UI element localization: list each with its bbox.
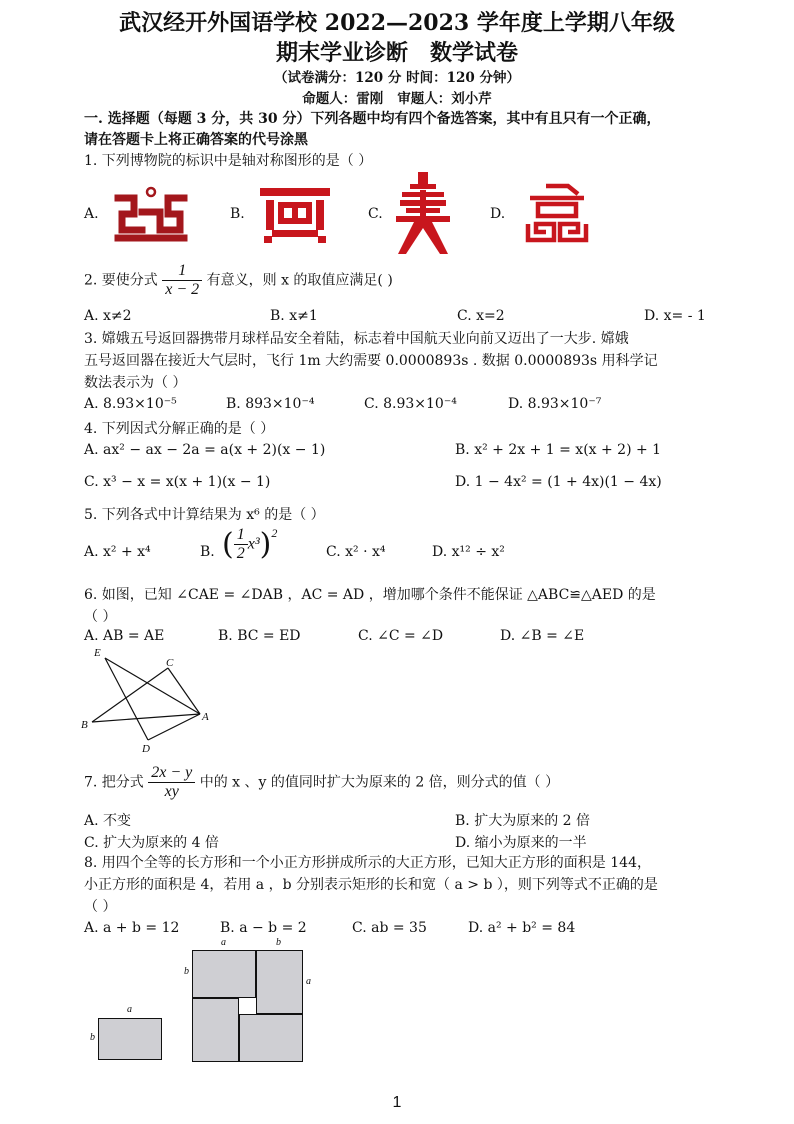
q7-fraction xyxy=(148,764,195,801)
setter: 命题人：雷刚 xyxy=(302,91,384,107)
q6-line1: 6. 如图，已知 ∠CAE = ∠DAB ，AC = AD ，增加哪个条件不能保证 △ABC≌△AED 的是 xyxy=(84,587,656,603)
q7-stem-pre: 7. 把分式 xyxy=(84,774,144,791)
q6-option-a: A. AB = AE xyxy=(84,628,165,644)
author-info xyxy=(0,87,794,107)
q8-option-c: C. ab = 35 xyxy=(352,920,427,936)
reviewer: 审题人：刘小芹 xyxy=(397,91,492,107)
q3-line2: 五号返回器在接近大气层时，飞行 1m 大约需要 0.0000893s . 数据 0.0000893s 用科学记 xyxy=(84,353,658,369)
q7-frac-num: 2x − y xyxy=(148,764,195,783)
q8-big-label-a2: a xyxy=(306,976,311,987)
section-heading-line2: 请在答题卡上将正确答案的代号涂黑 xyxy=(84,132,308,148)
q7-option-d: D. 缩小为原来的一半 xyxy=(455,835,587,851)
q2-stem-pre: 2. 要使分式 xyxy=(84,272,158,289)
q8-rect-bottom-right xyxy=(239,1014,303,1062)
q5-option-b-expr: ( $\frac{1}{2}$ x³)$^2$ xyxy=(222,526,278,562)
q1-label-c: C. xyxy=(368,206,383,222)
q5-b-base: x³ xyxy=(247,535,260,553)
q3-line3: 数法表示为（ ） xyxy=(84,375,187,391)
exam-title-line1: 武汉经开外国语学校 2022—2023 学年度上学期八年级 xyxy=(119,10,675,36)
q5-b-frac-num: 1 xyxy=(234,526,248,545)
q6-triangle-figure xyxy=(80,644,220,756)
q3-option-b: B. 893×10⁻⁴ xyxy=(226,396,315,412)
q2-frac-num: 1 xyxy=(162,262,202,281)
q1-stem: 1. 下列博物院的标识中是轴对称图形的是（ ） xyxy=(84,153,373,169)
q7-stem xyxy=(84,764,559,801)
q5-option-d: D. x¹² ÷ x² xyxy=(432,544,505,560)
fig6-label-e: E xyxy=(94,647,101,659)
q1-label-a: A. xyxy=(84,206,99,222)
q7-stem-post: 中的 x 、y 的值同时扩大为原来的 2 倍，则分式的值（ ） xyxy=(199,774,560,791)
fig6-label-d: D xyxy=(142,743,150,755)
q1-label-d: D. xyxy=(490,206,506,222)
q8-small-label-b: b xyxy=(90,1032,95,1043)
q3-line1: 3. 嫦娥五号返回器携带月球样品安全着陆，标志着中国航天业向前又迈出了一大步. 嫦娥 xyxy=(84,331,629,347)
q2-option-d: D. x= - 1 xyxy=(644,308,706,324)
q2-option-b: B. x≠1 xyxy=(270,308,318,324)
q6-line2: （ ） xyxy=(84,609,117,625)
q7-option-b: B. 扩大为原来的 2 倍 xyxy=(455,813,590,829)
museum-logo-c xyxy=(392,170,454,256)
q8-rect-top-right xyxy=(256,950,303,1014)
q2-stem xyxy=(84,262,393,299)
q5-option-b-label: B. xyxy=(200,544,215,560)
q4-option-c: C. x³ − x = x(x + 1)(x − 1) xyxy=(84,474,271,490)
exam-subject: 数学试卷 xyxy=(430,40,519,66)
q6-option-b: B. BC = ED xyxy=(218,628,301,644)
q5-b-frac xyxy=(234,526,248,563)
q5-b-exp: 2 xyxy=(271,526,278,540)
q2-frac-den: x − 2 xyxy=(165,281,200,298)
q4-option-d: D. 1 − 4x² = (1 + 4x)(1 − 4x) xyxy=(455,474,662,490)
q2-stem-post: 有意义，则 x 的取值应满足( ) xyxy=(206,272,393,289)
q5-b-frac-den: 2 xyxy=(236,545,245,562)
q7-option-a: A. 不变 xyxy=(84,813,132,829)
q4-stem: 4. 下列因式分解正确的是（ ） xyxy=(84,421,275,437)
q1-label-b: B. xyxy=(230,206,245,222)
q8-big-label-a1: a xyxy=(221,937,226,948)
q3-option-d: D. 8.93×10⁻⁷ xyxy=(508,396,602,412)
q2-fraction xyxy=(162,262,202,299)
q7-frac-den: xy xyxy=(164,783,179,800)
q8-rect-top-left xyxy=(192,950,256,998)
q8-line3: （ ） xyxy=(84,899,117,915)
q6-option-d: D. ∠B = ∠E xyxy=(500,628,585,644)
fig6-label-a: A xyxy=(202,711,209,723)
fig6-label-b: B xyxy=(81,719,88,731)
q5-stem: 5. 下列各式中计算结果为 x⁶ 的是（ ） xyxy=(84,507,325,523)
exam-title-line2 xyxy=(0,36,794,67)
q8-big-label-b2: b xyxy=(184,966,189,977)
q5-option-c: C. x² · x⁴ xyxy=(326,544,386,560)
q8-big-label-b1: b xyxy=(276,937,281,948)
q8-small-label-a: a xyxy=(127,1004,132,1015)
museum-logo-d xyxy=(524,180,590,244)
q8-line2: 小正方形的面积是 4，若用 a ，b 分别表示矩形的长和宽（ a > b ），则下列等式不正确的是 xyxy=(84,877,658,893)
q8-rect-bottom-left xyxy=(192,998,239,1062)
q2-option-c: C. x=2 xyxy=(457,308,505,324)
q4-option-b: B. x² + 2x + 1 = x(x + 2) + 1 xyxy=(455,442,662,458)
section-heading-line1: 一. 选择题（每题 3 分，共 30 分）下列各题中均有四个备选答案，其中有且只有一个正确， xyxy=(84,111,661,127)
fig6-label-c: C xyxy=(166,657,174,669)
score-time-info: （试卷满分：120 分 时间：120 分钟） xyxy=(274,70,520,86)
q8-option-a: A. a + b = 12 xyxy=(84,920,180,936)
q8-small-square xyxy=(239,998,256,1014)
museum-logo-b xyxy=(258,186,332,244)
page-number: 1 xyxy=(392,1094,402,1111)
q2-option-a: A. x≠2 xyxy=(84,308,132,324)
q6-option-c: C. ∠C = ∠D xyxy=(358,628,444,644)
q4-option-a: A. ax² − ax − 2a = a(x + 2)(x − 1) xyxy=(84,442,326,458)
q8-line1: 8. 用四个全等的长方形和一个小正方形拼成所示的大正方形，已知大正方形的面积是 144， xyxy=(84,855,651,871)
q8-option-b: B. a − b = 2 xyxy=(220,920,307,936)
q3-option-a: A. 8.93×10⁻⁵ xyxy=(84,396,177,412)
exam-subtitle: 期末学业诊断 xyxy=(275,40,408,66)
q8-small-rectangle xyxy=(98,1018,162,1060)
q8-option-d: D. a² + b² = 84 xyxy=(468,920,576,936)
museum-logo-a xyxy=(112,182,190,244)
q5-option-a: A. x² + x⁴ xyxy=(84,544,151,560)
q3-option-c: C. 8.93×10⁻⁴ xyxy=(364,396,457,412)
q7-option-c: C. 扩大为原来的 4 倍 xyxy=(84,835,219,851)
